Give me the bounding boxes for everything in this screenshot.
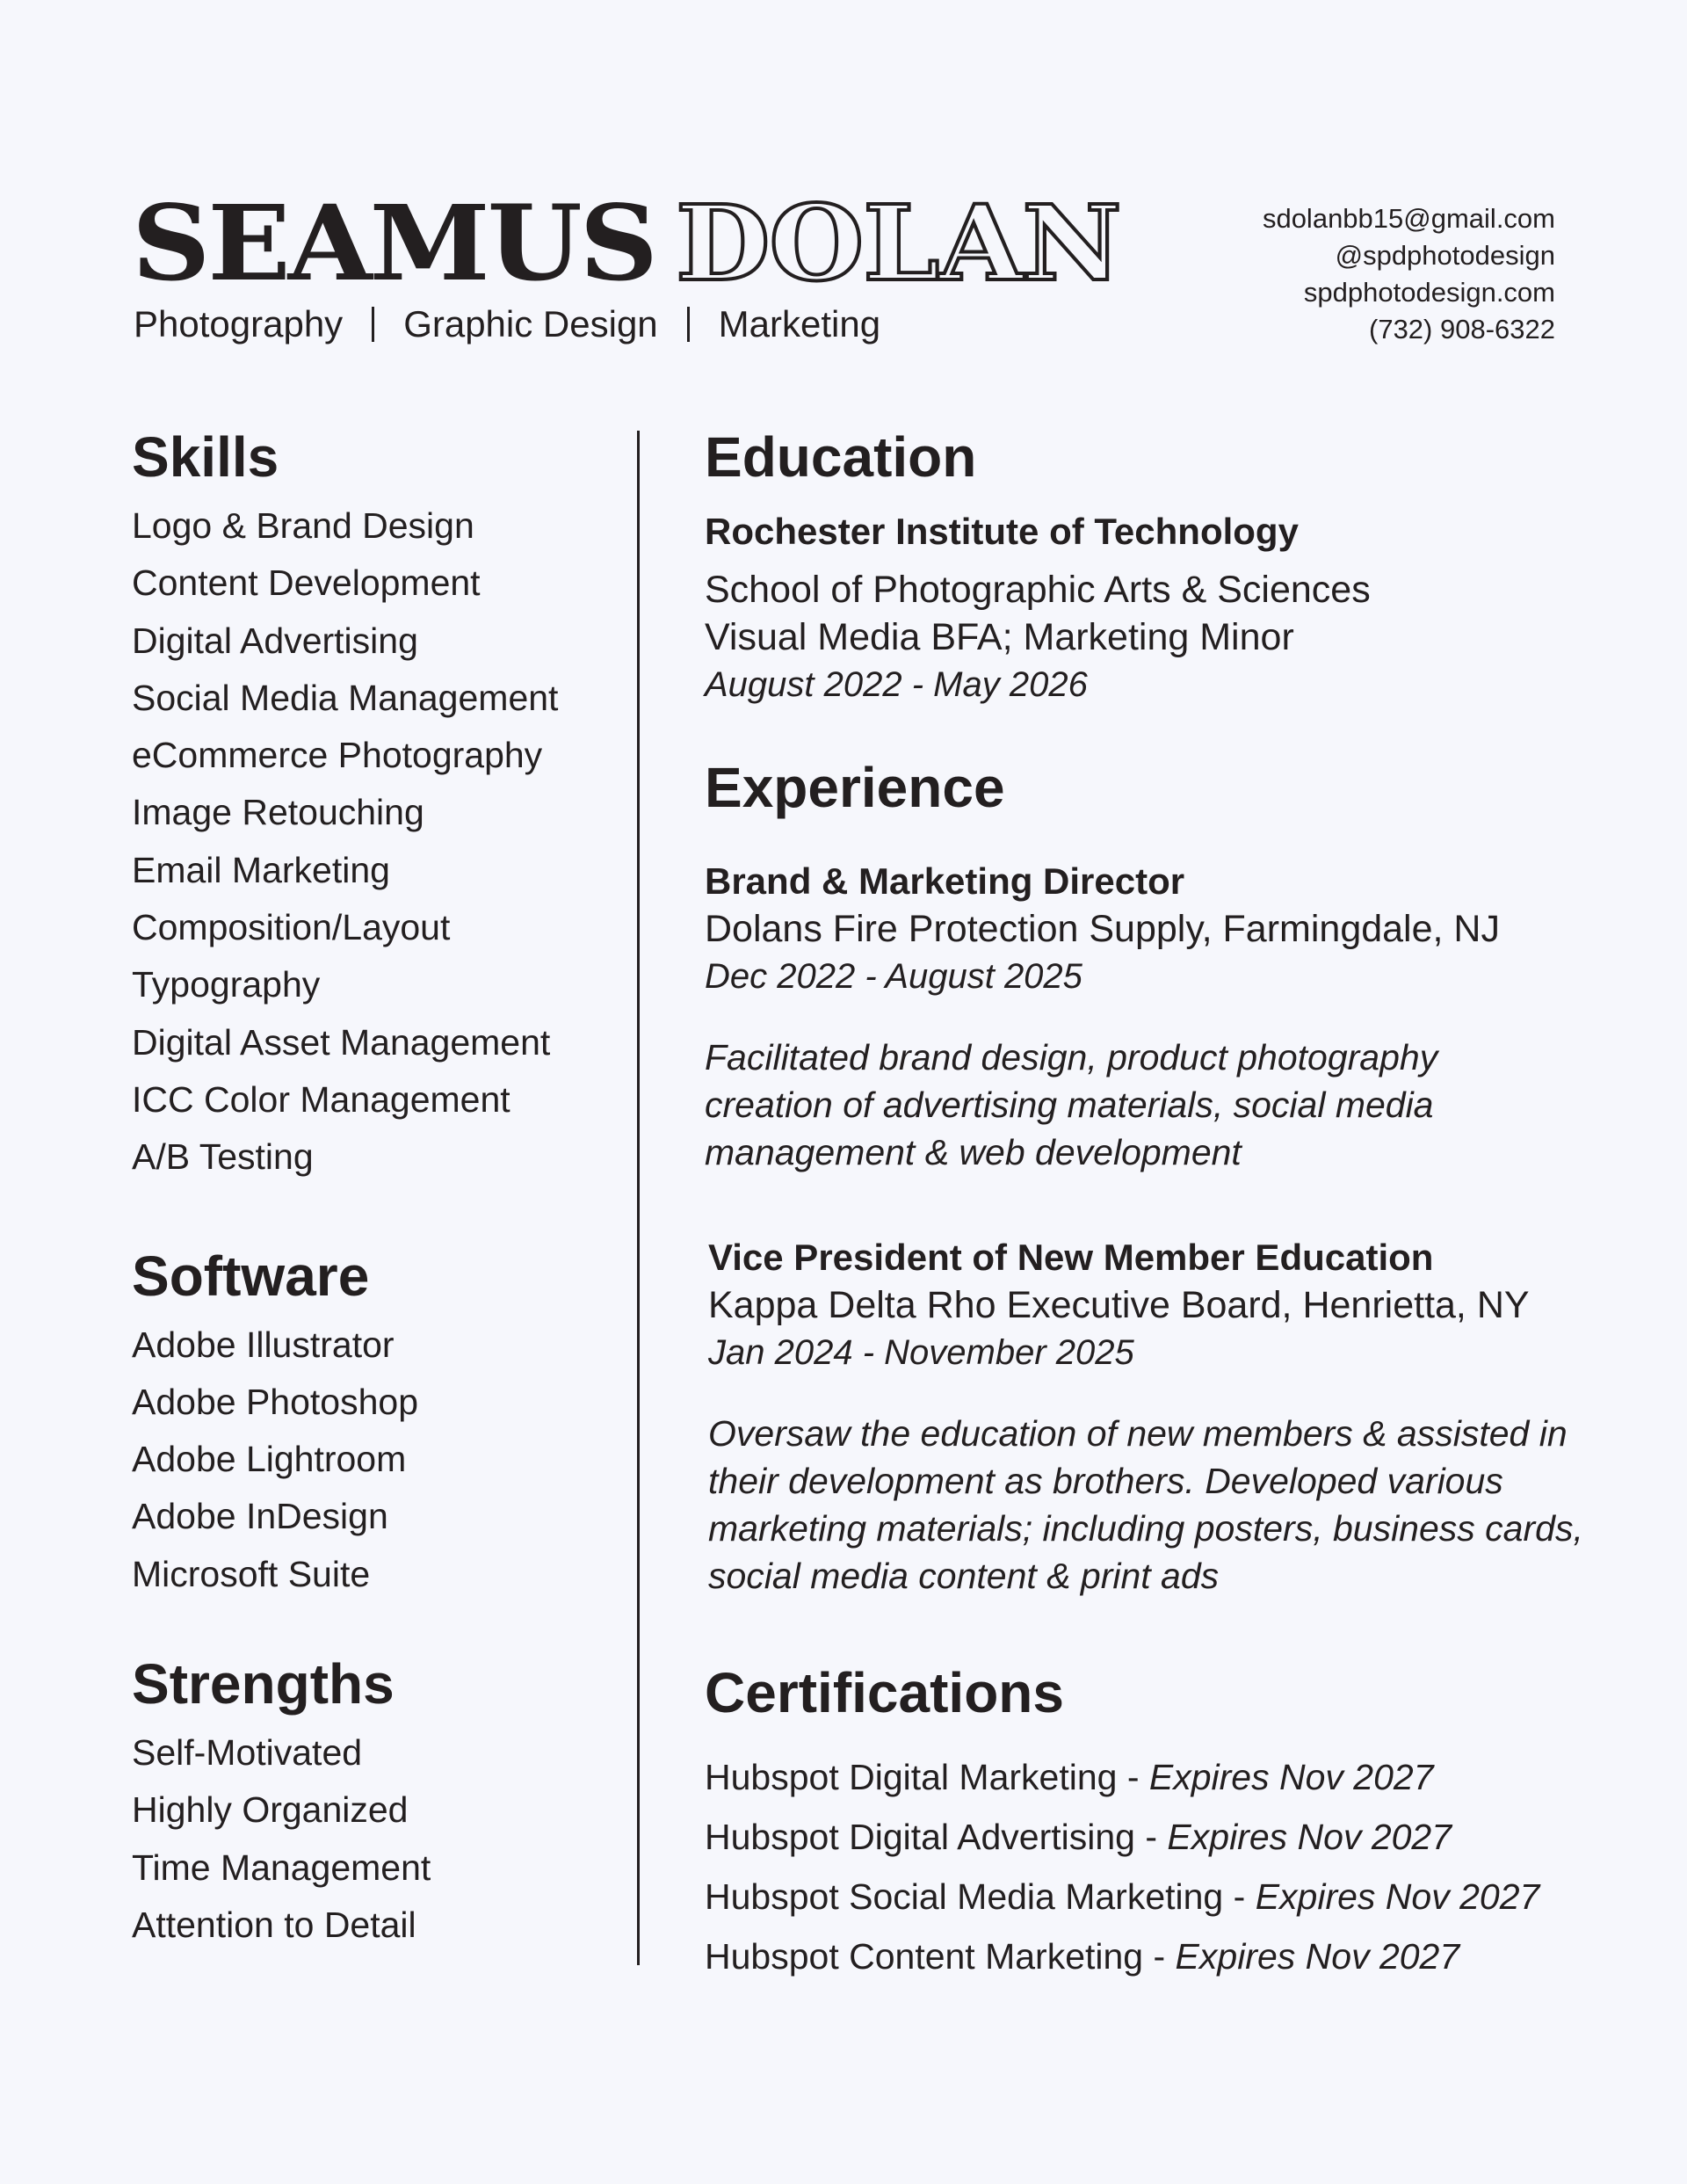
tagline-divider bbox=[372, 307, 374, 342]
certification-separator: - bbox=[1134, 1817, 1168, 1857]
skill-item: Typography bbox=[132, 964, 321, 1005]
certification-separator: - bbox=[1223, 1876, 1256, 1917]
job-role: Vice President of New Member Education bbox=[708, 1237, 1434, 1278]
right-column bbox=[705, 422, 1583, 1986]
certification-expiry: Expires Nov 2027 bbox=[1167, 1817, 1452, 1857]
software-item: Adobe Lightroom bbox=[132, 1439, 407, 1480]
strength-item: Self-Motivated bbox=[132, 1732, 363, 1774]
software-item: Adobe InDesign bbox=[132, 1496, 388, 1537]
strength-item: Highly Organized bbox=[132, 1789, 409, 1831]
experience-heading: Experience bbox=[705, 756, 1005, 819]
left-column bbox=[132, 422, 624, 1954]
tagline-graphic-design: Graphic Design bbox=[403, 303, 658, 345]
certification-item bbox=[705, 1926, 1583, 1986]
skill-item: Logo & Brand Design bbox=[132, 505, 474, 546]
certification-name: Hubspot Digital Marketing bbox=[705, 1757, 1118, 1797]
skill-item: Digital Advertising bbox=[132, 620, 418, 661]
skill-item: Image Retouching bbox=[132, 792, 424, 833]
certification-name: Hubspot Digital Advertising bbox=[705, 1817, 1135, 1857]
full-name bbox=[132, 182, 1122, 304]
skill-item: Digital Asset Management bbox=[132, 1021, 551, 1063]
job-dates: Jan 2024 - November 2025 bbox=[708, 1333, 1134, 1372]
software-item: Adobe Illustrator bbox=[132, 1324, 395, 1365]
certification-item bbox=[705, 1747, 1583, 1807]
strength-item: Attention to Detail bbox=[132, 1904, 416, 1945]
tagline bbox=[134, 303, 880, 345]
certifications-heading: Certifications bbox=[705, 1661, 1064, 1724]
certification-name: Hubspot Social Media Marketing bbox=[705, 1876, 1224, 1917]
degree: Visual Media BFA; Marketing Minor bbox=[705, 616, 1294, 658]
job-dates: Dec 2022 - August 2025 bbox=[705, 957, 1082, 996]
skills-heading: Skills bbox=[132, 425, 279, 489]
education-entry bbox=[705, 508, 1583, 708]
first-name: SEAMUS bbox=[132, 182, 655, 304]
certification-separator: - bbox=[1117, 1757, 1149, 1797]
certification-item bbox=[705, 1867, 1583, 1926]
skill-item: A/B Testing bbox=[132, 1136, 314, 1178]
skill-item: Composition/Layout bbox=[132, 907, 451, 948]
contact-email[interactable]: sdolanbb15@gmail.com bbox=[1262, 203, 1555, 234]
tagline-marketing: Marketing bbox=[718, 303, 881, 345]
certification-expiry: Expires Nov 2027 bbox=[1255, 1876, 1540, 1917]
column-divider bbox=[637, 431, 640, 1965]
last-name: DOLAN bbox=[676, 182, 1122, 304]
skill-item: Social Media Management bbox=[132, 677, 559, 718]
software-item: Adobe Photoshop bbox=[132, 1381, 418, 1422]
contact-phone: (732) 908-6322 bbox=[1369, 314, 1555, 345]
strengths-heading: Strengths bbox=[132, 1652, 395, 1716]
tagline-divider bbox=[687, 307, 690, 342]
certification-name: Hubspot Content Marketing bbox=[705, 1936, 1144, 1977]
job-role: Brand & Marketing Director bbox=[705, 860, 1185, 902]
skill-item: ICC Color Management bbox=[132, 1078, 510, 1120]
skill-item: Email Marketing bbox=[132, 849, 390, 890]
skill-item: Content Development bbox=[132, 562, 481, 604]
tagline-photography: Photography bbox=[134, 303, 344, 345]
job-org: Kappa Delta Rho Executive Board, Henrietta, NY bbox=[708, 1284, 1530, 1326]
contact-handle[interactable]: @spdphotodesign bbox=[1335, 240, 1555, 271]
school-name: Rochester Institute of Technology bbox=[705, 511, 1299, 552]
software-heading: Software bbox=[132, 1244, 370, 1308]
job-org: Dolans Fire Protection Supply, Farmingdale, NJ bbox=[705, 908, 1500, 950]
contact-info bbox=[1263, 200, 1555, 348]
education-dates: August 2022 - May 2026 bbox=[705, 665, 1088, 704]
certifications-list bbox=[705, 1747, 1583, 1986]
job-entry bbox=[705, 858, 1583, 1176]
certification-expiry: Expires Nov 2027 bbox=[1175, 1936, 1460, 1977]
strength-item: Time Management bbox=[132, 1847, 431, 1888]
job-entry bbox=[708, 1234, 1583, 1600]
school-department: School of Photographic Arts & Sciences bbox=[705, 569, 1371, 611]
software-list bbox=[132, 1317, 624, 1603]
certification-separator: - bbox=[1143, 1936, 1176, 1977]
job-description: Oversaw the education of new members & assisted in their development as brothers. Developed various marketing materials; including posters, business cards, social media content & print ads bbox=[708, 1413, 1583, 1596]
skills-list bbox=[132, 497, 624, 1186]
job-description: Facilitated brand design, product photography creation of advertising materials, social media management & web development bbox=[705, 1037, 1438, 1172]
contact-website[interactable]: spdphotodesign.com bbox=[1303, 277, 1555, 308]
strengths-list bbox=[132, 1724, 624, 1954]
certification-item bbox=[705, 1807, 1583, 1867]
software-item: Microsoft Suite bbox=[132, 1553, 371, 1594]
skill-item: eCommerce Photography bbox=[132, 735, 543, 776]
certification-expiry: Expires Nov 2027 bbox=[1148, 1757, 1434, 1797]
education-heading: Education bbox=[705, 425, 977, 489]
